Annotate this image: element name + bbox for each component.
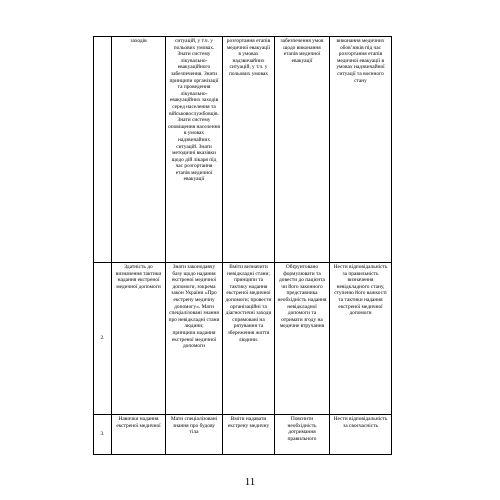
knowledge-cell: [166, 263, 223, 415]
competency-text: Здатність до визначення тактики надання екстреної медичної допомоги: [115, 264, 162, 290]
knowledge-text: Мати спеціалізовані знання про будову тіла: [170, 416, 218, 436]
page-number: 11: [244, 476, 256, 488]
communication-text: Пояснити необхідність дотримання правильного: [287, 416, 317, 442]
knowledge-paragraph: ситуацій, у т.ч. у польових умовах. Знати систему лікувально-евакуаційного забезпечення. Знати принципи організації та проведення лікувально-евакуаційних заходів серед населення та військовослужбовців.: [169, 38, 219, 117]
skills-text: Вміти визначити невідкладні стани; принципи та тактику надання екстреної медичної допомоги; провести організаційні та діагностичні заходи спрямовані на рятування та збереження життя людини.: [225, 264, 272, 343]
responsibility-cell: [330, 263, 392, 415]
knowledge-paragraph: Знати систему оповіщення населення в умовах надзвичайних ситуацій. Знати методичні вказівки щодо дій лікаря під час розгортання етапів медичної евакуації: [168, 117, 220, 183]
knowledge-paragraph: принципи надання екстреної медичної допомоги: [171, 329, 217, 350]
table-row: [94, 263, 392, 415]
row-number-cell: [94, 415, 112, 455]
communication-cell: [275, 37, 330, 263]
competency-text: Навички надання екстреної медичної: [116, 416, 161, 429]
responsibility-text: виконання медичних обов’язків під час розгортання етапів медичної евакуації в умовах надзвичайної ситуації та воєнного стану: [336, 38, 385, 84]
knowledge-cell: [166, 415, 223, 455]
communication-cell: [275, 415, 330, 455]
responsibility-cell: [330, 37, 392, 263]
competency-text: заходів: [130, 38, 147, 44]
skills-text: розгортання етапів медичної евакуації в умовах надзвичайних ситуацій, у т.ч. у польових умовах: [226, 38, 271, 77]
skills-cell: [223, 263, 275, 415]
communication-cell: [275, 263, 330, 415]
table-row: [94, 415, 392, 455]
competency-cell: [112, 37, 166, 263]
competency-cell: [112, 415, 166, 455]
competency-table: [93, 36, 392, 455]
knowledge-cell: [166, 37, 223, 263]
skills-text: Вміти надавати екстрену медичну: [227, 416, 270, 429]
communication-text: Обґрунтовано формулювати та довести до пацієнта чи його законного представника необхідність надання невідкладної допомоги та отримати згоду на медичне втручання: [277, 264, 327, 330]
responsibility-cell: [330, 415, 392, 455]
communication-text: забезпечення умов щодо виконання етапів медичної евакуації: [280, 38, 324, 64]
competency-cell: [112, 263, 166, 415]
row-number-cell: [94, 263, 112, 415]
row-number: 3.: [100, 431, 105, 438]
row-number: 2.: [100, 335, 105, 342]
responsibility-text: Нести відповідальність за своєчасність: [333, 416, 388, 429]
row-number-cell: [94, 37, 112, 263]
skills-cell: [223, 415, 275, 455]
knowledge-paragraph: Знати законодавчу базу щодо надання екстреної медичної допомоги, зокрема закон України «Про екстрену медичну допомогу». Мати спеціалізовані знання про невідкладні стани людини;: [168, 264, 220, 330]
table-row: [94, 37, 392, 263]
skills-cell: [223, 37, 275, 263]
responsibility-text: Нести відповідальність за правильність визначення невідкладного стану, ступеню його важкості та тактики надання екстреної медичної допомоги: [333, 264, 388, 317]
